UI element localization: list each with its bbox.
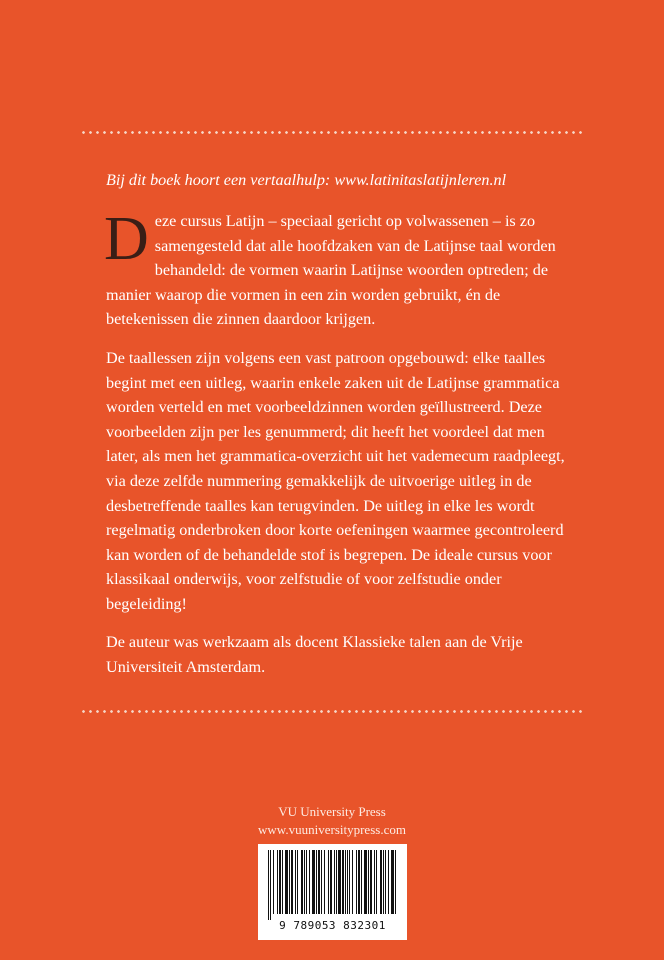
barcode-bar [324,850,325,914]
barcode-bar [385,850,386,914]
barcode-bar [349,850,350,914]
barcode-bar [336,850,337,914]
barcode-bar [380,850,382,914]
barcode-bar [321,850,322,914]
dotted-divider-top [80,131,584,134]
barcode-bar [270,850,271,920]
author-paragraph: De auteur was werkzaam als docent Klassieke talen aan de Vrije Universiteit Amsterdam. [106,633,523,676]
barcode-bar [338,850,341,914]
barcode-bar [295,850,296,914]
barcode-bar [273,850,274,914]
barcode-bar [279,850,281,914]
barcode-bar [306,850,307,914]
barcode-bar [330,850,332,914]
barcode-bar [391,850,394,914]
barcode-bar [291,850,293,914]
barcode-bar [297,850,298,914]
barcode-bar [285,850,288,914]
barcode-bar [282,850,283,914]
barcode-bar [342,850,344,914]
dotted-divider-bottom [80,710,584,713]
barcode-bar [334,850,335,914]
barcode-bar [304,850,305,914]
barcode-bar [388,850,389,914]
barcode-bar [368,850,369,914]
barcode-bar [318,850,320,914]
intro-paragraph-text: eze cursus Latijn – speciaal gericht op volwassenen – is zo samengesteld dat alle hoofdzaken van de Latijnse taal worden behandeld: de vormen waarin Latijnse woorden optreden; de manier waarop die vormen in een zin worden gebruikt, én de betekenissen die zinnen daardoor krijgen. [106,212,556,329]
lessons-paragraph: De taallessen zijn volgens een vast patroon opgebouwd: elke taalles begint met een uitleg, waarin enkele zaken uit de Latijnse grammatica worden verteld en met voorbeeldzinnen worden geïllustreerd. Deze voorbeelden zijn per les genummerd; dit heeft het voordeel dat men later, als men het grammatica-overzicht uit het vademecum raadpleegt, via deze zelfde nummering gemakkelijk de uitvoerige uitleg in de desbetreffende taalles kan terugvinden. De uitleg in elke les wordt regelmatig onderbroken door korte oefeningen waarmee gecontroleerd kan worden of de behandelde stof is begrepen. De ideale cursus voor klassikaal onderwijs, voor zelfstudie of voor zelfstudie onder begeleiding! [106,349,565,613]
barcode-bar [345,850,346,914]
barcode-bar [376,850,377,914]
barcode-bar [316,850,317,914]
intro-paragraph [104,205,576,332]
barcode-bar [361,850,362,914]
barcode-bar [364,850,367,914]
barcode-bar [301,850,303,914]
barcode-bar [328,850,329,914]
barcode-bar [268,850,269,920]
barcode-bar [374,850,375,914]
barcode-bars-icon [266,850,399,920]
barcode-bar [309,850,310,914]
barcode-bar [347,850,348,914]
barcode-bar [370,850,372,914]
drop-cap: D [104,205,149,273]
publisher-url: www.vuuniversitypress.com [258,822,406,837]
barcode-bar [383,850,384,914]
website-note: Bij dit boek hoort een vertaalhulp: www.latinitaslatijnleren.nl [106,171,507,189]
barcode-bar [312,850,315,914]
barcode-bar [395,850,396,914]
barcode-bar [352,850,353,914]
barcode-bar [289,850,290,914]
barcode-bar [277,850,278,914]
publisher-name: VU University Press [278,804,386,819]
barcode-bar [358,850,360,914]
isbn-barcode [258,844,407,940]
barcode-bar [356,850,357,914]
barcode-digits: 9 789053 832301 [279,919,386,932]
